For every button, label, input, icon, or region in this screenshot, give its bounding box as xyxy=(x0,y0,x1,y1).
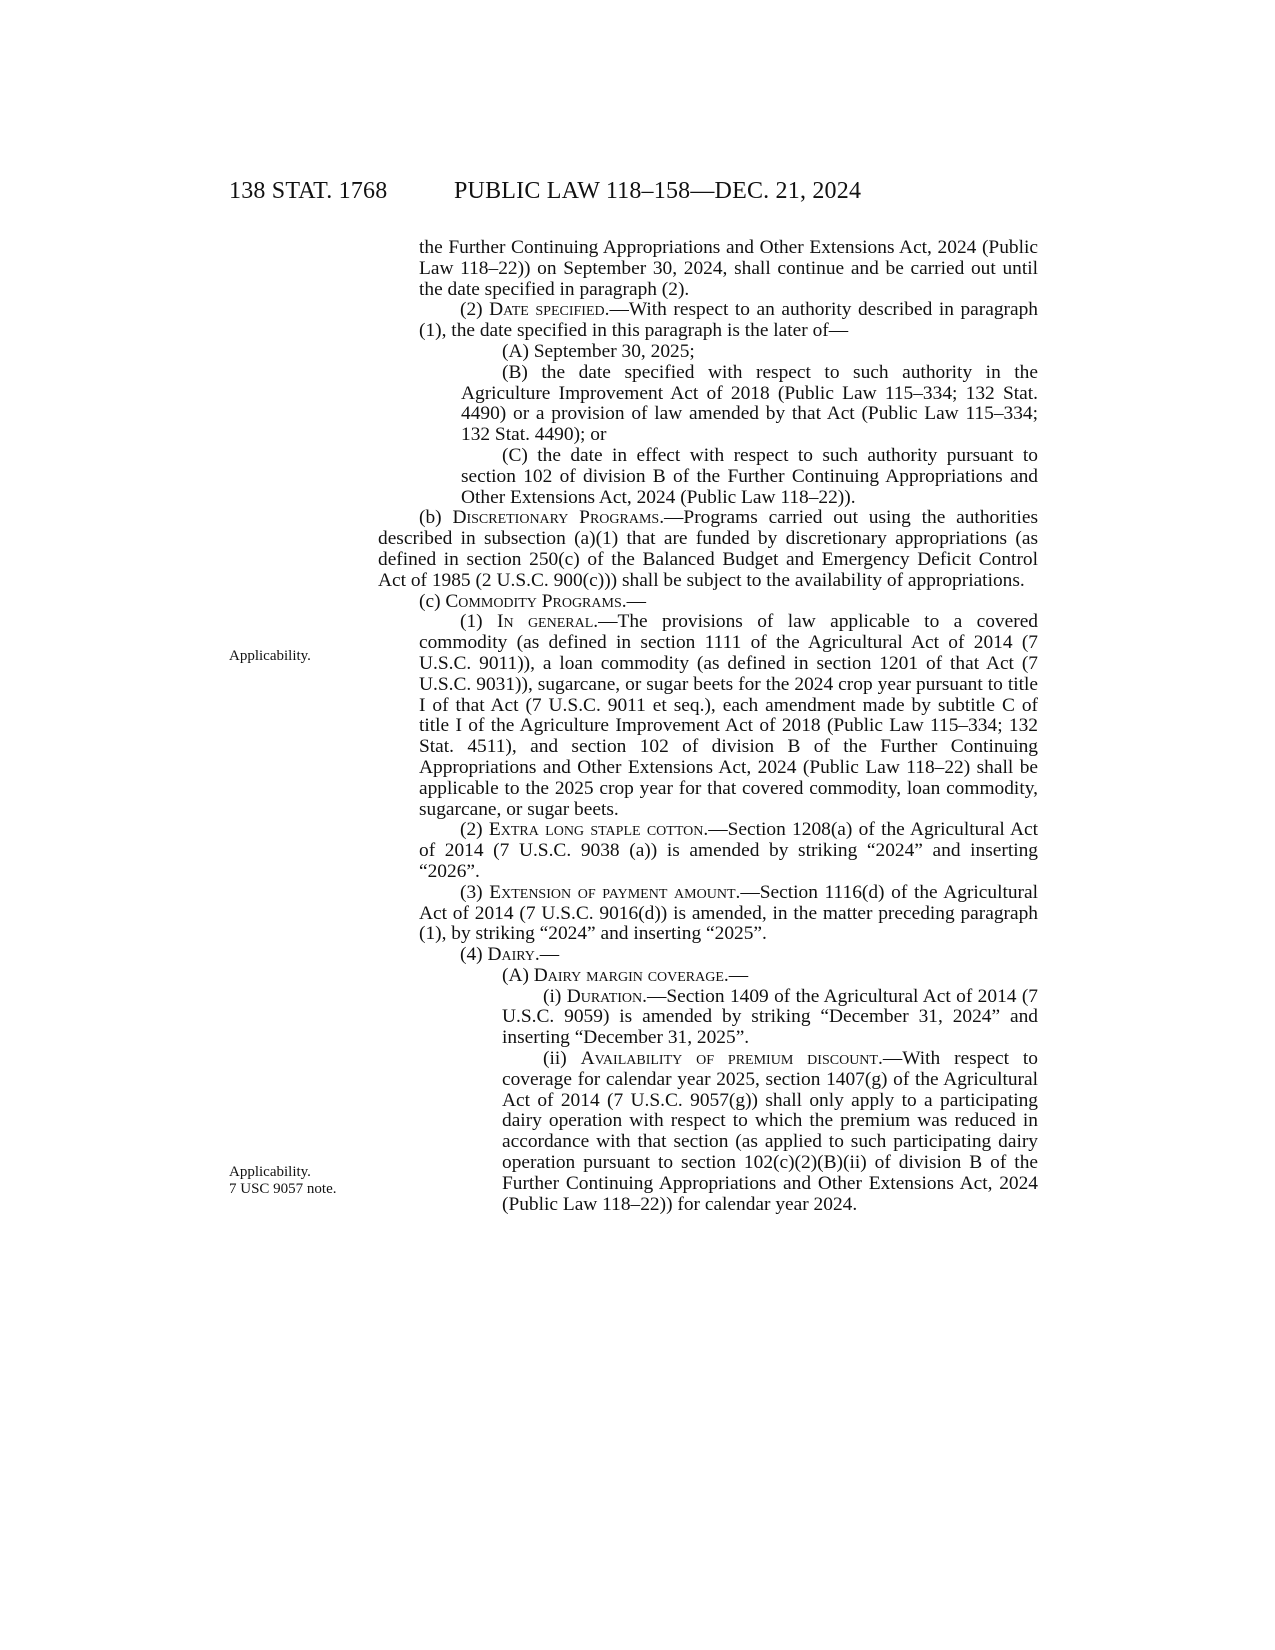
clause-c4-A-ii xyxy=(378,1049,1038,1215)
paragraph-c3 xyxy=(378,883,1038,945)
margin-note-citation: 7 USC 9057 note. xyxy=(229,1181,337,1197)
subparagraph-a2-A: (A) September 30, 2025; xyxy=(502,340,695,362)
paragraph-heading: Date specified xyxy=(489,299,605,321)
margin-note-applicability xyxy=(229,648,369,665)
subparagraph-c4-A xyxy=(378,966,1038,987)
subparagraph-a2-C: (C) the date in effect with respect to such authority pursuant to section 102 of division B of the Further Continuing Appropriations and Other Extensions Act, 2024 (Public Law 118–22)). xyxy=(461,444,1038,508)
paragraph-text: .—With respect to an authority described in paragraph (1), the date specified in this paragraph is the later of— xyxy=(419,299,1038,342)
paragraph-heading: Extra long staple cotton xyxy=(488,819,704,841)
margin-note-text: Applicability. xyxy=(229,648,311,664)
paragraph-heading: Dairy xyxy=(487,944,535,966)
paragraph-c4 xyxy=(378,945,1038,966)
paragraph-number: (4) xyxy=(460,944,488,966)
paragraph-heading: Commodity Programs xyxy=(445,590,622,612)
margin-note-applicability-usc xyxy=(229,1164,369,1198)
paragraph-heading: Dairy margin coverage xyxy=(533,964,724,986)
paragraph-number: (A) xyxy=(502,964,534,986)
paragraph-number: (1) xyxy=(460,611,497,633)
paragraph-text: .—Section 1116(d) of the Agricultural Act of 2014 (7 U.S.C. 9016(d)) is amended, in the matter preceding paragraph (1), by striking “2024” and inserting “2025”. xyxy=(419,881,1038,945)
paragraph-continuation: the Further Continuing Appropriations and Other Extensions Act, 2024 (Public Law 118–22)) on September 30, 2024, shall continue and be carried out until the date specified in paragraph (2). xyxy=(419,237,1038,300)
law-title: PUBLIC LAW 118–158—DEC. 21, 2024 xyxy=(454,178,862,204)
paragraph-text: .— xyxy=(621,590,646,612)
paragraph-text: .—Section 1409 of the Agricultural Act of 2014 (7 U.S.C. 9059) is amended by striking “December 31, 2024” and inserting “December 31, 2025”. xyxy=(502,985,1039,1049)
paragraph-text: .—The provisions of law applicable to a covered commodity (as defined in section 1111 of the Agricultural Act of 2014 (7 U.S.C. 9011)), a loan commodity (as defined in section 1201 of that Act (7 U.S.C. 9031)), sugarcane, or sugar beets for the 2024 crop year pursuant to title I of that Act (7 U.S.C. 9011 et seq.), each amendment made by subtitle C of title I of the Agriculture Improvement Act of 2018 (Public Law 115–334; 132 Stat. 4511), and section 102 of division B of the Further Continuing Appropriations and Other Extensions Act, 2024 (Public Law 118–22) shall be applicable to the 2025 crop year for that covered commodity, loan commodity, sugarcane, or sugar beets. xyxy=(419,611,1038,820)
paragraph-text: .—With respect to coverage for calendar year 2025, section 1407(g) of the Agricultural Act of 2014 (7 U.S.C. 9057(g)) shall only apply to a participating dairy operation with respect to which the premium was reduced in accordance with that section (as applied to such participating dairy operation pursuant to section 102(c)(2)(B)(ii) of division B of the Further Continuing Appropriations and Other Extensions Act, 2024 (Public Law 118–22)) for calendar year 2024. xyxy=(502,1048,1039,1215)
subsection-b xyxy=(378,508,1038,591)
paragraph-number: (ii) xyxy=(543,1048,581,1070)
paragraph-number: (3) xyxy=(460,881,490,903)
document-body xyxy=(378,238,1038,1215)
paragraph-heading: Duration xyxy=(566,985,643,1007)
subparagraph-a2-B: (B) the date specified with respect to such authority in the Agriculture Improvement Act of 2018 (Public Law 115–334; 132 Stat. 4490) or a provision of law amended by that Act (Public Law 115–334; 132 Stat. 4490); or xyxy=(461,361,1038,446)
paragraph-heading: Extension of payment amount xyxy=(489,881,736,903)
paragraph-c1 xyxy=(378,612,1038,820)
paragraph-text: .—Programs carried out using the authorities described in subsection (a)(1) that are funded by discretionary appropriations (as defined in section 250(c) of the Balanced Budget and Emergency Deficit Control Act of 1985 (2 U.S.C. 900(c))) shall be subject to the availability of appropriations. xyxy=(378,507,1038,591)
paragraph-text: .—Section 1208(a) of the Agricultural Act of 2014 (7 U.S.C. 9038 (a)) is amended by striking “2024” and inserting “2026”. xyxy=(419,819,1038,882)
paragraph-number: (2) xyxy=(460,819,489,841)
subsection-c xyxy=(378,592,1038,613)
paragraph-text: .— xyxy=(723,964,749,986)
paragraph-number: (i) xyxy=(543,985,567,1007)
clause-c4-A-i xyxy=(378,987,1038,1049)
paragraph-heading: In general xyxy=(497,611,594,633)
stat-page-number: 138 STAT. 1768 xyxy=(229,178,388,204)
paragraph-number: (b) xyxy=(419,507,453,529)
paragraph-heading: Availability of premium discount xyxy=(580,1048,878,1070)
paragraph-a2 xyxy=(378,300,1038,342)
paragraph-heading: Discretionary Programs xyxy=(452,507,660,529)
paragraph-text: .— xyxy=(534,944,560,966)
margin-note-text: Applicability. xyxy=(229,1164,311,1180)
paragraph-number: (2) xyxy=(460,299,490,321)
paragraph-number: (c) xyxy=(419,590,446,612)
paragraph-c2 xyxy=(378,820,1038,882)
